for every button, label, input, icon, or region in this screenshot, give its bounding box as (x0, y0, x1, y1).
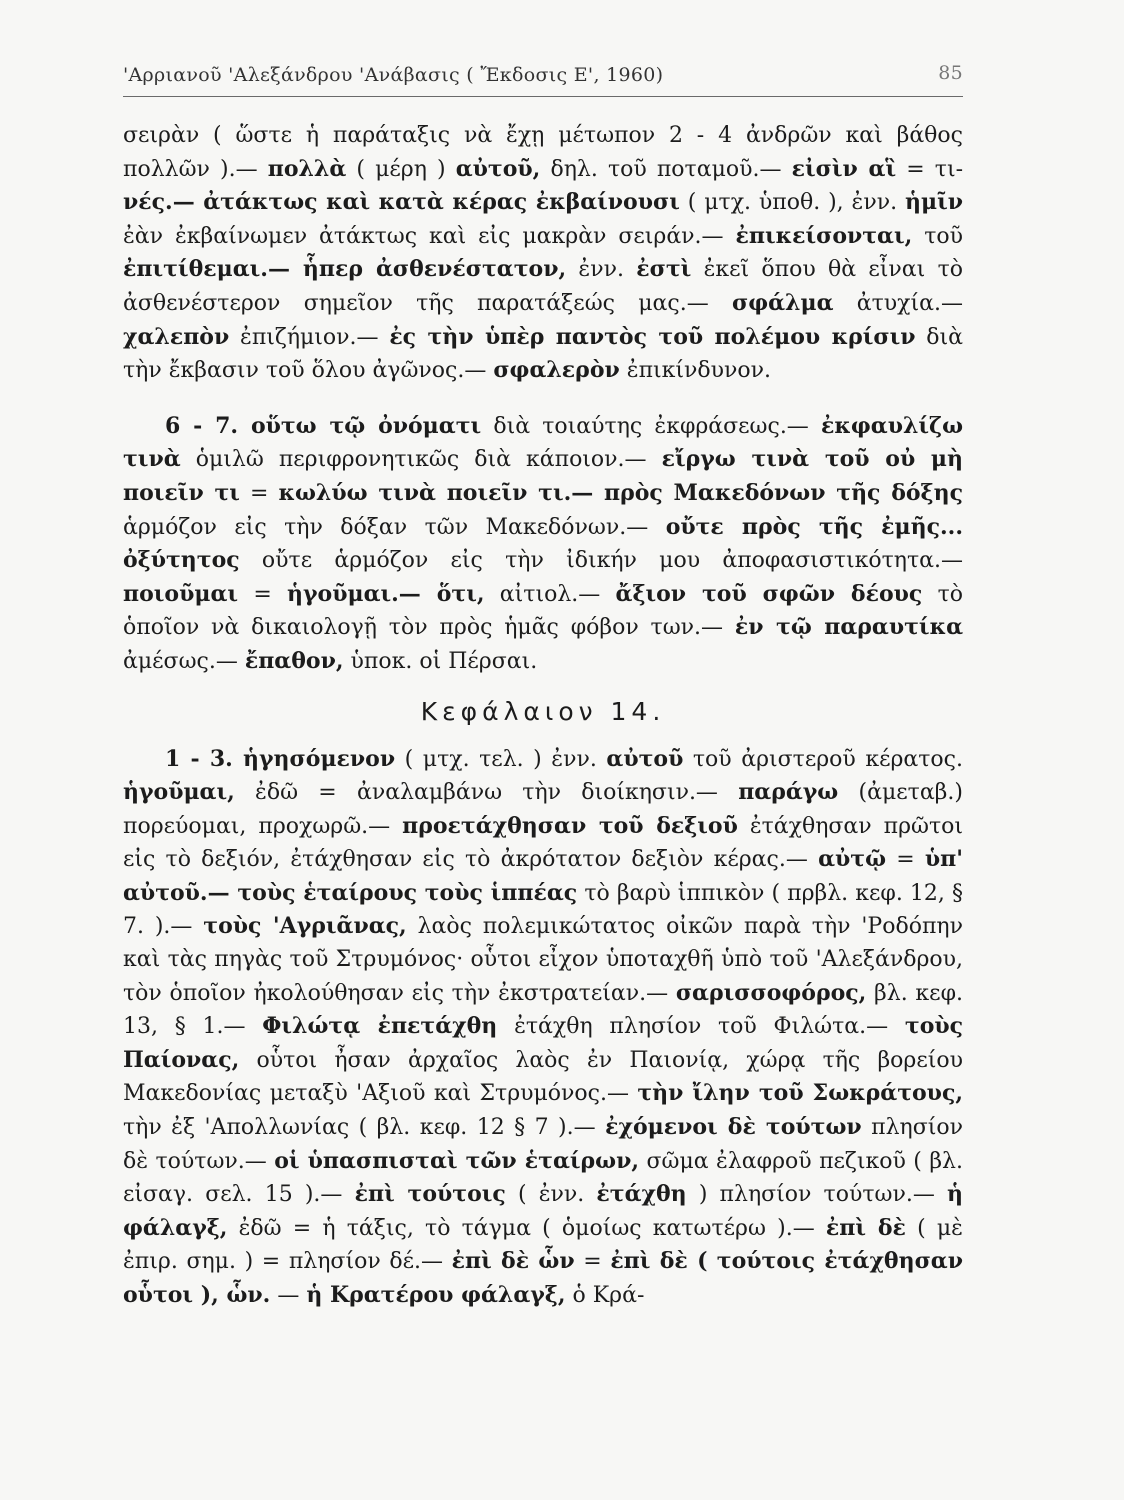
lemma: κωλύω τινὰ ποιεῖν τι.— πρὸς Μακεδόνων τῆς δόξης (278, 479, 963, 506)
lemma: οὔτε πρὸς τῆς ἐμῆς... ὀξύτητος (123, 513, 963, 574)
lemma: ἐκφαυλίζω τινὰ (123, 412, 964, 473)
gloss: ἀμέσως.— (123, 648, 238, 674)
lemma: 6 - 7. οὕτω τῷ ὀνόματι (165, 412, 482, 439)
gloss: = (249, 480, 269, 506)
lemma: ἔπαθον, (244, 647, 344, 674)
gloss: οὗτοι ἦσαν ἀρχαῖος λαὸς ἐν Παιονίᾳ, χώρᾳ τῆς βορείου Μακεδονίας μεταξὺ 'Αξιοῦ καὶ Στρυμόνος.— (123, 1047, 963, 1107)
gloss: αἰτιολ.— (499, 581, 601, 607)
lemma: σφάλμα (731, 289, 834, 316)
page-number: 85 (938, 62, 963, 84)
lemma: χαλεπὸν (123, 323, 230, 350)
gloss: τὸ βαρὺ ἱππικὸν ( πρβλ. κεφ. 12, § 7. ).— (123, 880, 964, 940)
lemma: ἡ Κρατέρου φάλαγξ, (306, 1282, 566, 1308)
lemma: ἐν τῷ παραυτίκα (734, 614, 963, 641)
gloss: ( μέρη ) (356, 156, 446, 182)
lemma: τοὺς 'Αγριᾶνας, (203, 913, 407, 940)
lemma: ἐπὶ δὲ ὧν (451, 1248, 575, 1275)
gloss: ἐπικίνδυνον. (626, 358, 772, 384)
gloss: ὁμιλῶ περιφρονητικῶς διὰ κάποιον.— (195, 447, 647, 473)
gloss: ἀτυχία.— (856, 290, 963, 316)
lemma: παράγω (738, 779, 839, 806)
gloss: ἐὰν ἐκβαίνωμεν ἀτάκτως καὶ εἰς μακρὰν σειράν.— (123, 223, 724, 249)
gloss: τὸ ὁποῖον νὰ δικαιολογῇ τὸν πρὸς ἡμᾶς φόβον των.— (123, 581, 964, 641)
gloss: = (896, 847, 915, 873)
lemma: ἐς τὴν ὑπὲρ παντὸς τοῦ πολέμου κρίσιν (389, 323, 916, 350)
lemma: εἴργω τινὰ τοῦ οὐ μὴ ποιεῖν τι (123, 446, 964, 506)
lemma: αὐτῷ (818, 846, 887, 873)
lemma: πολλὰ (267, 155, 347, 182)
gloss: ἐνν. (578, 257, 624, 283)
commentary-paragraph (123, 410, 963, 679)
commentary-paragraph (123, 120, 963, 388)
gloss: ( μὲ ἐπιρ. σημ. ) = πλησίον δέ.— (123, 1215, 963, 1275)
gloss: = (253, 581, 272, 607)
lemma: ἐχόμενοι δὲ τούτων (605, 1114, 862, 1141)
lemma: ἡγοῦμαι, (123, 779, 235, 806)
lemma: ἐπὶ δὲ (825, 1214, 906, 1241)
lemma: σαρισσοφόρος, (675, 979, 867, 1006)
gloss: = (583, 1249, 602, 1275)
lemma: 1 - 3. ἡγησόμενον (165, 745, 396, 772)
lemma: ἡ φάλαγξ, (123, 1181, 963, 1241)
lemma: ἐπὶ τούτοις (354, 1181, 506, 1208)
gloss: ἐτάχθη πλησίον τοῦ Φιλώτα.— (514, 1014, 889, 1040)
gloss: ἐπιζήμιον.— (240, 324, 379, 350)
gloss: ( μτχ. τελ. ) ἐνν. (404, 746, 597, 772)
gloss: διὰ τοιαύτης ἐκφράσεως.— (493, 413, 809, 439)
lemma: ἐπικείσονται, (735, 222, 913, 249)
lemma: προετάχθησαν τοῦ δεξιοῦ (402, 812, 738, 839)
lemma: ἄξιον τοῦ σφῶν δέους (615, 580, 923, 607)
gloss: τοῦ (924, 223, 964, 249)
gloss: πλησίον δὲ τούτων.— (123, 1115, 964, 1174)
gloss: οὔτε ἁρμόζον εἰς τὴν ἰδικήν μου ἀποφασιστικότητα.— (261, 548, 963, 574)
gloss: ( ἐνν. (517, 1182, 585, 1208)
lemma: εἰσὶν αἳ (791, 155, 897, 182)
lemma: ποιοῦμαι (123, 580, 239, 607)
gloss: ἐδῶ = ἀναλαμβάνω τὴν διοίκησιν.— (255, 780, 718, 806)
lemma: αὐτοῦ (606, 745, 684, 772)
gloss: ἐδῶ = ἡ τάξις, τὸ τάγμα ( ὁμοίως κατωτέρω ).— (238, 1215, 815, 1241)
gloss: βλ. κεφ. 13, § 1.— (123, 980, 963, 1040)
gloss: ) πλησίον τούτων.— (698, 1182, 935, 1208)
gloss: ( μτχ. ὑποθ. ), ἐνν. (687, 190, 898, 216)
lemma: Φιλώτᾳ ἐπετάχθη (262, 1013, 498, 1040)
gloss: δηλ. τοῦ ποταμοῦ.— (550, 156, 782, 182)
gloss: διὰ τὴν ἔκβασιν τοῦ ὅλου ἀγῶνος.— (123, 324, 963, 384)
lemma: ἡγοῦμαι.— ὅτι, (287, 580, 485, 607)
gloss: σειρὰν ( ὥστε ἡ παράταξις νὰ ἔχῃ μέτωπον 2 - 4 ἀνδρῶν καὶ βάθος πολλῶν ).— (123, 123, 963, 182)
paragraph-gap (123, 388, 963, 410)
header-title: 'Αρριανοῦ 'Αλεξάνδρου 'Ανάβασις ( Ἔκδοσις Ε', 1960) (123, 64, 664, 86)
gloss: ἐκεῖ ὅπου θὰ εἶναι τὸ ἀσθενέστερον σημεῖον τῆς παρατάξεώς μας.— (123, 257, 963, 316)
lemma: ἡμῖν (904, 189, 963, 216)
commentary-body (123, 120, 963, 1313)
lemma: οἱ ὑπασπισταὶ τῶν ἑταίρων, (274, 1147, 640, 1174)
gloss: ὁ Κρά- (572, 1283, 645, 1308)
gloss: λαὸς πολεμικώτατος οἰκῶν παρὰ τὴν 'Ροδόπην καὶ τὰς πηγὰς τοῦ Στρυμόνος· οὗτοι εἶχον ὑποταχθῆ ὑπὸ τοῦ 'Αλεξάνδρου, τὸν ὁποῖον ἠκολούθησαν εἰς τὴν ἐκστρατείαν.— (123, 914, 963, 1006)
running-header (123, 56, 963, 97)
gloss: τὴν ἐξ 'Απολλωνίας ( βλ. κεφ. 12 § 7 ).— (123, 1115, 596, 1141)
lemma: τὴν ἴλην τοῦ Σωκράτους, (637, 1080, 963, 1107)
gloss: ἁρμόζον εἰς τὴν δόξαν τῶν Μακεδόνων.— (123, 514, 649, 540)
gloss: τοῦ ἀριστεροῦ κέρατος. (692, 746, 963, 772)
lemma: ἐτάχθη (596, 1181, 687, 1208)
lemma: ἐστὶ (636, 256, 692, 283)
gloss: σῶμα ἐλαφροῦ πεζικοῦ ( βλ. εἰσαγ. σελ. 15 ).— (123, 1148, 963, 1208)
gloss: ὑποκ. οἱ Πέρσαι. (350, 648, 538, 674)
commentary-paragraph (123, 743, 963, 1313)
gloss: = τι- (906, 156, 964, 182)
lemma: ἐπὶ δὲ ( τούτοις ἐτάχθησαν οὗτοι ), ὧν. (123, 1248, 964, 1308)
gloss: ἐτάχθησαν πρῶτοι εἰς τὸ δεξιόν, ἐτάχθησαν εἰς τὸ ἀκρότατον δεξιὸν κέρας.— (123, 813, 963, 873)
chapter-heading: Κεφάλαιον 14. (420, 696, 666, 726)
lemma: σφαλερὸν (493, 357, 620, 384)
lemma: αὐτοῦ, (455, 155, 541, 182)
lemma: ἐπιτίθεμαι.— ἧπερ ἀσθενέστατον, (123, 256, 567, 283)
gloss: — (277, 1283, 300, 1308)
lemma: νές.— ἀτάκτως καὶ κατὰ κέρας ἐκβαίνουσι (123, 189, 680, 216)
lemma: τοὺς Παίονας, (123, 1013, 964, 1073)
lemma: ὑπ' αὐτοῦ.— τοὺς ἑταίρους τοὺς ἱππέας (123, 846, 964, 906)
gloss: (ἀμεταβ.) πορεύομαι, προχωρῶ.— (123, 780, 963, 839)
